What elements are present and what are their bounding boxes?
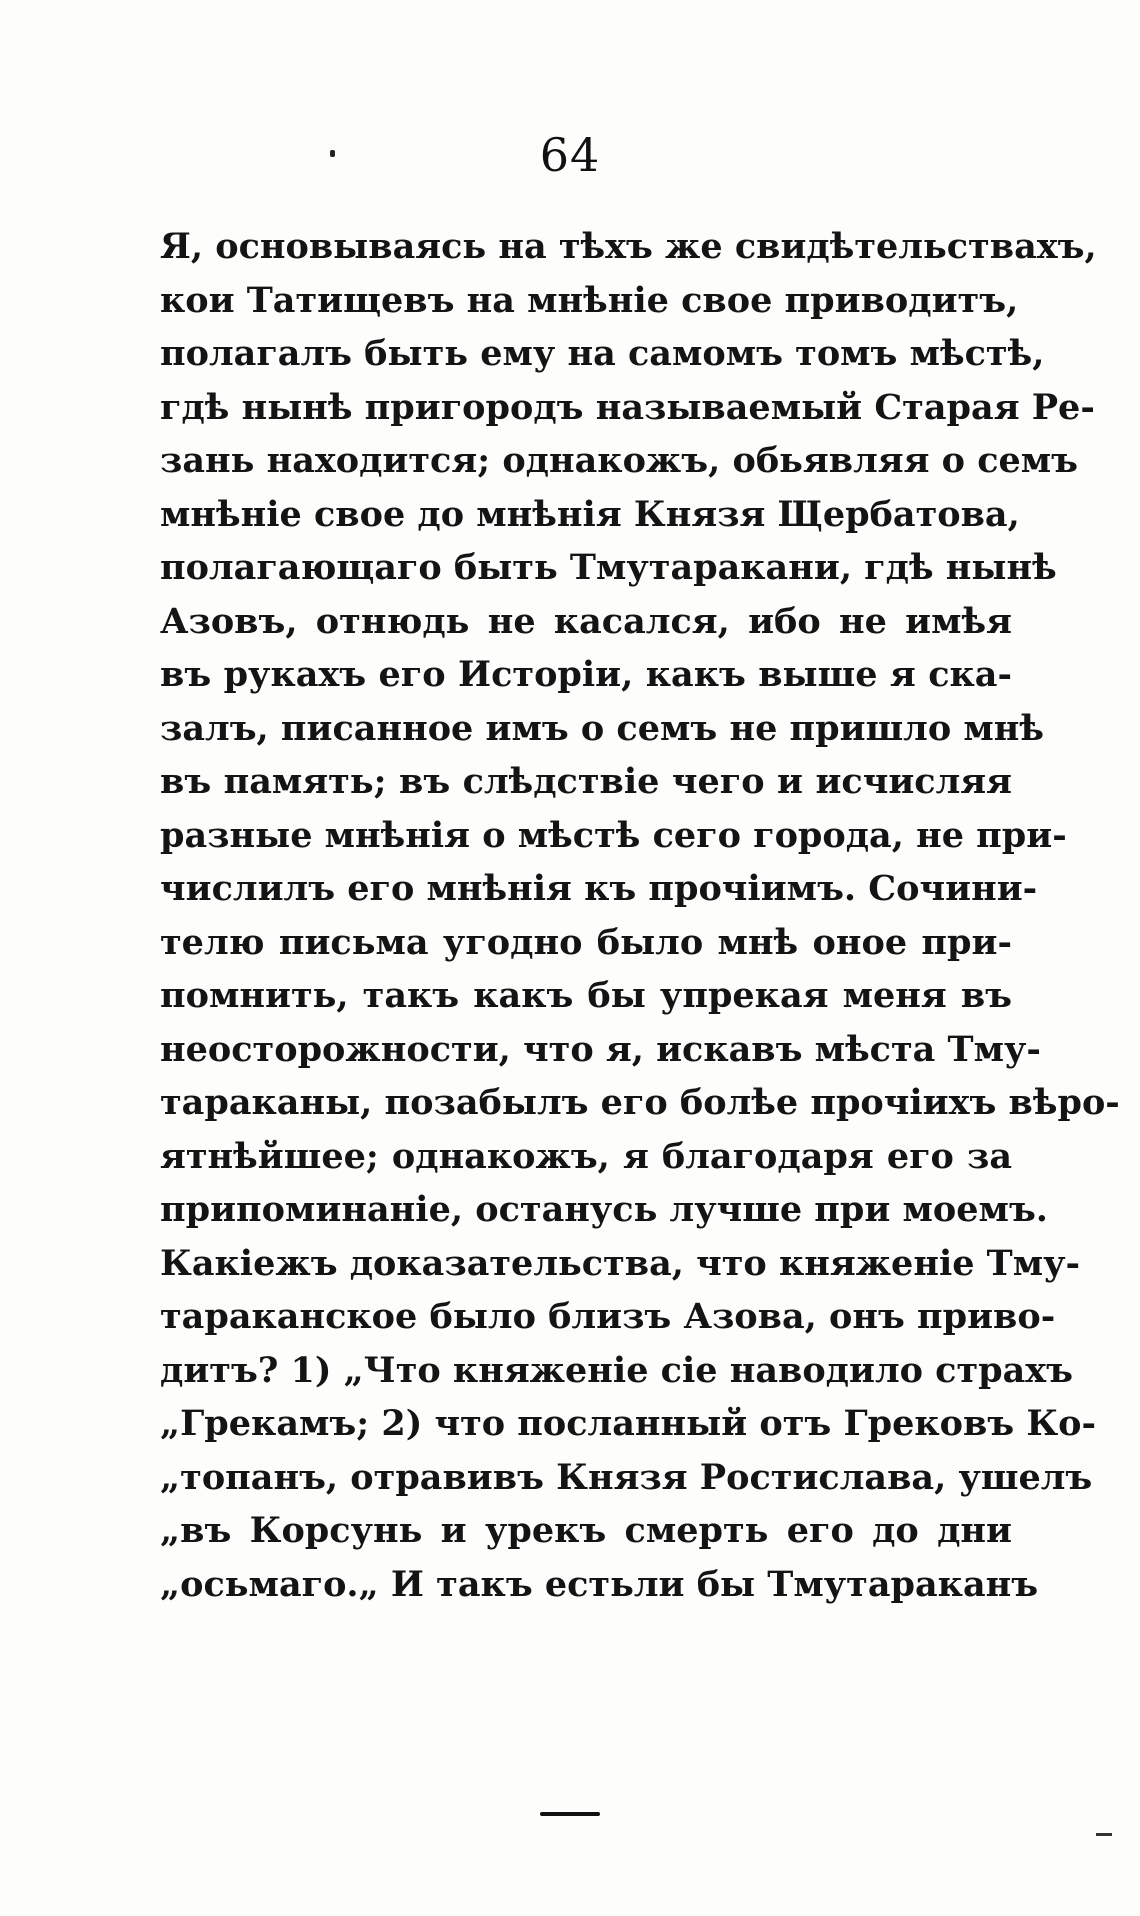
footer-rule — [540, 1812, 600, 1816]
text-line-14: телю письма угодно было мнѣ оное при- — [160, 921, 1012, 963]
text-line-3: полагалъ быть ему на самомъ томъ мѣстѣ, — [160, 333, 1045, 374]
text-line-10: залъ, писанное имъ о семъ не пришло мнѣ — [160, 707, 1045, 749]
text-line-20: Какіежъ доказательства, что княженіе Тму- — [160, 1242, 1081, 1284]
text-line-11: въ память; въ слѣдствіе чего и исчисляя — [160, 761, 1012, 802]
page-number: 64 — [539, 128, 601, 182]
body-text — [160, 220, 1120, 1611]
text-line-16: неосторожности, что я, искавъ мѣста Тму- — [160, 1028, 1041, 1070]
text-line-1: Я, основываясь на тѣхъ же свидѣтельствахъ, — [160, 226, 1097, 267]
text-line-7: полагающаго быть Тмутаракани, гдѣ нынѣ — [160, 547, 1057, 588]
edge-mark — [1096, 1833, 1112, 1836]
text-line-19: припоминаніе, останусь лучше при моемъ. — [160, 1189, 1048, 1230]
text-line-8: Азовъ, отнюдь не касался, ибо не имѣя — [160, 600, 1012, 642]
text-line-17: тараканы, позабылъ его болѣе прочіихъ вѣро- — [160, 1082, 1120, 1123]
text-line-24: „топанъ, отравивъ Князя Ростислава, ушелъ — [160, 1456, 1093, 1498]
text-line-9: въ рукахъ его Исторіи, какъ выше я ска- — [160, 654, 1012, 695]
text-line-25: „въ Корсунь и урекъ смерть его до дни — [160, 1510, 1012, 1551]
text-line-26: „осьмаго.„ И такъ естьли бы Тмутараканъ — [160, 1563, 1039, 1605]
text-line-12: разные мнѣнія о мѣстѣ сего города, не при- — [160, 814, 1067, 856]
text-line-23: „Грекамъ; 2) что посланный отъ Грековъ Ко- — [160, 1403, 1097, 1444]
text-line-13: числилъ его мнѣнія къ прочіимъ. Сочини- — [160, 868, 1038, 909]
text-line-21: тараканское было близъ Азова, онъ приво- — [160, 1296, 1056, 1337]
text-line-6: мнѣніе свое до мнѣнія Князя Щербатова, — [160, 493, 1020, 535]
text-line-5: зань находится; однакожъ, обьявляя о семъ — [160, 440, 1079, 481]
text-line-18: ятнѣйшее; однакожъ, я благодаря его за — [160, 1135, 1012, 1177]
text-line-22: дитъ? 1) „Что княженіе сіе наводило страхъ — [160, 1349, 1074, 1391]
text-line-4: гдѣ нынѣ пригородъ называемый Старая Ре- — [160, 386, 1095, 428]
text-line-15: помнить, такъ какъ бы упрекая меня въ — [160, 975, 1012, 1016]
text-line-2: кои Татищевъ на мнѣніе свое приводитъ, — [160, 279, 1019, 321]
